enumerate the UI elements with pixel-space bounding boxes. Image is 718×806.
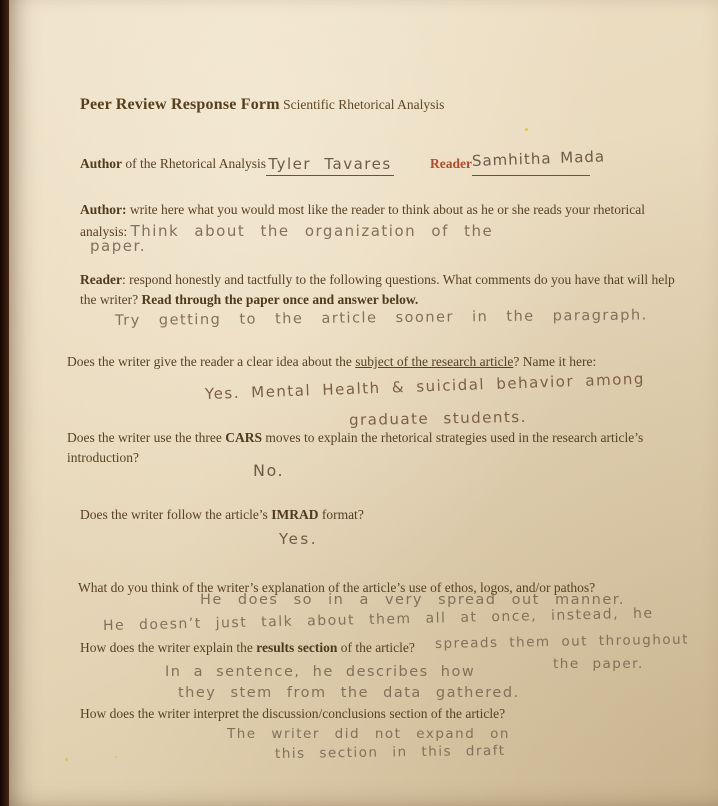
question-cars-bold: CARS [225,430,262,445]
answer-ethos-line2: He doesn’t just talk about them all at once, instead, he [102,605,654,634]
author-name-field [266,152,394,176]
question-ethos: What do you think of the writer’s explanation of the article’s use of ethos, logos, and/or pathos? [78,580,596,595]
answer-imrad: Yes. [279,530,318,548]
reader-instruction [80,270,688,311]
reader-instruction-bold: Read through the paper once and answer below. [141,292,419,308]
paper-speck [115,756,117,758]
question-imrad [80,505,364,525]
author-answer-inline: Think about the organization of the [130,222,494,241]
question-imrad-bold: IMRAD [271,507,319,522]
author-instruction-label: Author: [80,202,127,217]
question-cars [67,428,667,469]
author-name-value: Tyler Tavares [268,155,392,173]
author-label: Author [80,156,123,171]
question-imrad-post: format? [318,507,364,522]
question-results [80,638,415,658]
answer-subject-line1: Yes. Mental Health & suicidal behavior among [204,369,646,403]
peer-review-form-page [9,0,718,806]
answer-ethos-line4: the paper. [553,656,644,672]
answer-results-line2: they stem from the data gathered. [178,685,520,701]
question-results-pre: How does the writer explain the [80,640,257,655]
author-instruction [80,200,686,243]
answer-results-line1: In a sentence, he describes how [165,664,476,680]
form-title: Peer Review Response Form [80,96,280,113]
question-results-post: of the article? [337,640,415,655]
author-instruction-text: write here what you would most like the reader to think about as he or she reads your rhetorical analysis: [80,202,645,240]
form-subtitle: Scientific Rhetorical Analysis [279,97,445,112]
question-cars-post: moves to explain the rhetorical strategies used in the research article’s introduction? [67,430,644,466]
question-subject [67,352,697,372]
question-subject-pre: Does the writer give the reader a clear idea about the [67,354,356,369]
paper-speck [525,128,528,131]
answer-ethos-line1: He does so in a very spread out manner. [200,592,626,608]
question-cars-pre: Does the writer use the three [67,430,226,445]
page-title [80,96,444,114]
reader-name-field [471,147,606,176]
question-subject-post: ? Name it here: [513,354,597,369]
answer-cars: No. [253,461,285,480]
answer-subject-line2: graduate students. [348,407,528,429]
author-reader-line [80,147,606,176]
question-subject-underlined: subject of the research article [355,354,514,369]
question-imrad-pre: Does the writer follow the article’s [80,507,272,522]
answer-discussion-line2: this section in this draft [274,742,506,762]
author-label-rest: of the Rhetorical Analysis [122,156,266,171]
author-answer-line2: paper. [90,237,147,255]
answer-discussion-line1: The writer did not expand on [227,726,510,742]
answer-ethos-line3: spreads them out throughout [434,631,690,652]
reader-instruction-text: : respond honestly and tactfully to the following questions. What comments do you have that will help the writer? [80,272,675,308]
reader-name-value: Samhitha Mada [471,147,606,170]
reader-label: Reader [430,156,472,171]
question-discussion: How does the writer interpret the discussion/conclusions section of the article? [80,706,506,721]
reader-overall-comment: Try getting to the article sooner in the paragraph. [114,307,648,329]
paper-speck [65,758,68,761]
question-results-bold: results section [256,640,338,655]
reader-instruction-label: Reader [80,272,122,287]
